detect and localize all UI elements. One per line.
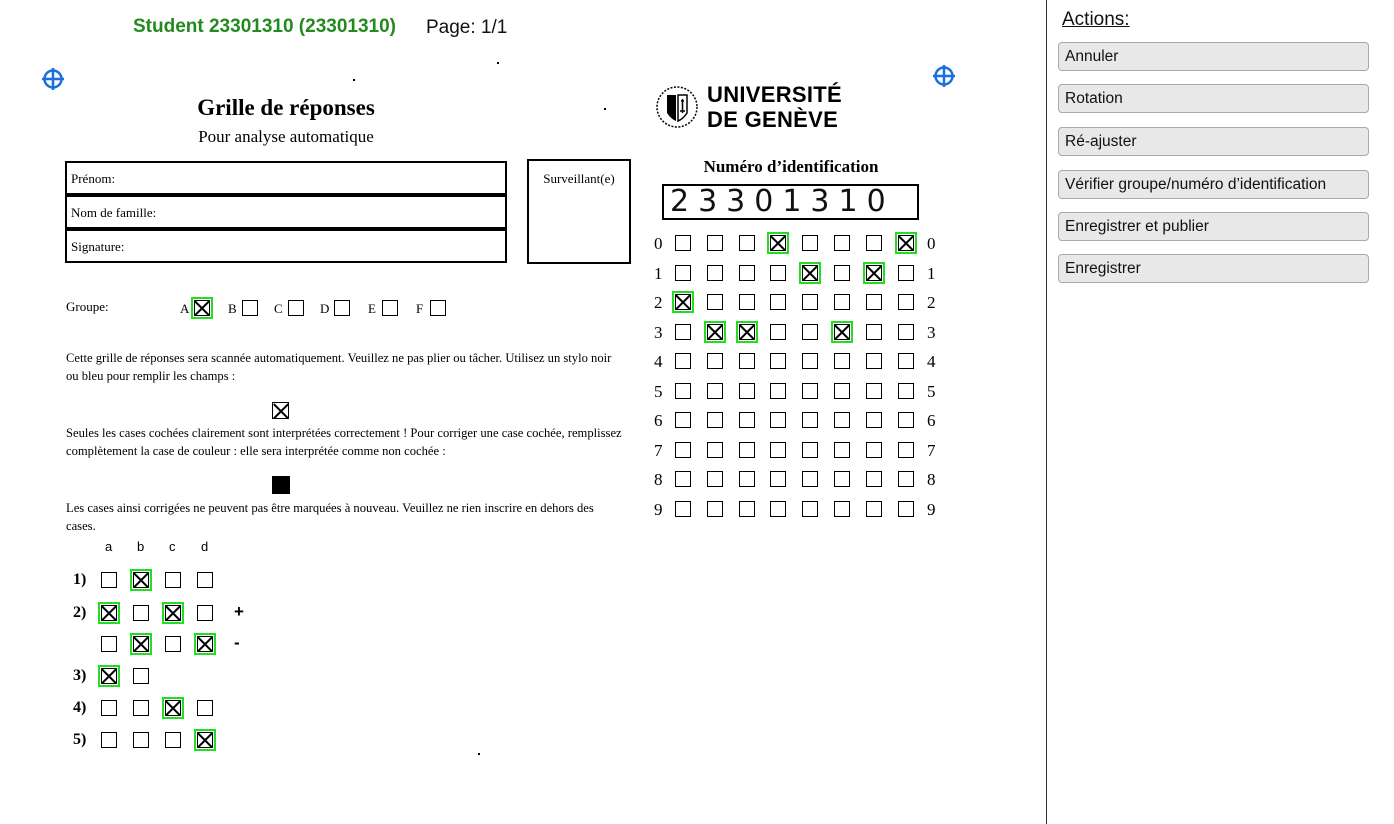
question-number: 5): [73, 731, 87, 748]
detection-highlight: [98, 665, 120, 687]
checkbox[interactable]: [707, 471, 723, 487]
groupe-option-label: C: [274, 301, 283, 316]
answer-sign: -: [234, 633, 240, 652]
id-digit-label: 9: [654, 499, 663, 519]
instructions-paragraph-2: Seules les cases cochées clairement sont interprétées correctement ! Pour corriger une case cochée, remplissez complètement la case de couleur : elle sera interprétée comme non cochée :: [66, 426, 622, 458]
detection-highlight: [672, 291, 694, 313]
answer-column-header: a: [105, 539, 113, 554]
verifier-groupe-button[interactable]: Vérifier groupe/numéro d’identification: [1058, 170, 1369, 199]
id-digit-label: 6: [654, 411, 663, 430]
prenom-label: Prénom:: [71, 171, 116, 186]
checkbox[interactable]: [770, 412, 786, 428]
university-name-line1: UNIVERSITÉ: [707, 82, 843, 107]
id-digit-label: 9: [927, 499, 936, 519]
answer-column-header: c: [169, 539, 176, 554]
example-filled-box: [272, 476, 290, 494]
nom-field: [65, 195, 507, 229]
checkbox[interactable]: [707, 412, 723, 428]
checkbox[interactable]: [802, 442, 818, 458]
checkbox[interactable]: [802, 501, 818, 517]
question-number: 2): [73, 604, 87, 621]
checkbox[interactable]: [165, 636, 181, 652]
checkbox[interactable]: [675, 501, 691, 517]
enregistrer-publier-button[interactable]: Enregistrer et publier: [1058, 212, 1369, 241]
detection-highlight: [704, 321, 726, 343]
checkbox[interactable]: [675, 442, 691, 458]
checkbox[interactable]: [866, 235, 882, 251]
checkbox[interactable]: [334, 300, 350, 316]
checkbox[interactable]: [866, 383, 882, 399]
question-number: 3): [73, 667, 87, 684]
checkbox[interactable]: [739, 235, 755, 251]
checkbox[interactable]: [101, 572, 117, 588]
checkbox[interactable]: [675, 412, 691, 428]
scan-speck: [604, 108, 606, 110]
checkbox[interactable]: [739, 265, 755, 281]
detection-highlight: [162, 602, 184, 624]
checkbox[interactable]: [707, 501, 723, 517]
checkbox[interactable]: [101, 636, 117, 652]
checkbox[interactable]: [898, 383, 914, 399]
checkbox[interactable]: [430, 300, 446, 316]
checkbox[interactable]: [133, 700, 149, 716]
checkbox[interactable]: [101, 732, 117, 748]
checkbox[interactable]: [802, 294, 818, 310]
id-digit-label: 7: [927, 440, 936, 460]
checkbox[interactable]: [101, 700, 117, 716]
surveillant-label: Surveillant(e): [543, 171, 615, 186]
answer-sign: +: [234, 602, 244, 621]
checkbox[interactable]: [197, 572, 213, 588]
id-digit-label: 6: [927, 411, 936, 430]
checkbox[interactable]: [802, 412, 818, 428]
actions-title: Actions:: [1062, 9, 1130, 30]
answer-column-header: b: [137, 539, 145, 554]
checkbox[interactable]: [866, 353, 882, 369]
identification-title: Numéro d’identification: [703, 157, 879, 176]
groupe-option-label: A: [180, 301, 190, 316]
nom-label: Nom de famille:: [71, 205, 157, 220]
checkbox[interactable]: [898, 265, 914, 281]
student-label: Student 23301310 (23301310): [133, 16, 396, 37]
checkbox[interactable]: [707, 442, 723, 458]
detection-highlight: [194, 633, 216, 655]
checkbox[interactable]: [802, 235, 818, 251]
checkbox[interactable]: [834, 471, 850, 487]
question-number: 4): [73, 699, 87, 716]
checkbox[interactable]: [382, 300, 398, 316]
groupe-option-label: D: [320, 301, 330, 316]
checkbox[interactable]: [770, 442, 786, 458]
checkbox[interactable]: [739, 353, 755, 369]
checkbox[interactable]: [165, 572, 181, 588]
form-subtitle: Pour analyse automatique: [198, 127, 374, 146]
checkbox[interactable]: [197, 605, 213, 621]
checkbox[interactable]: [770, 501, 786, 517]
checkbox[interactable]: [675, 235, 691, 251]
identification-handwritten-number: 23301310: [670, 184, 895, 219]
checkbox[interactable]: [770, 471, 786, 487]
checkbox[interactable]: [675, 324, 691, 340]
id-digit-label: 5: [654, 381, 663, 401]
page-indicator: Page: 1/1: [426, 17, 508, 38]
checkbox[interactable]: [834, 265, 850, 281]
scan-speck: [478, 753, 480, 755]
groupe-option-label: B: [228, 301, 237, 316]
checkbox[interactable]: [739, 442, 755, 458]
checkbox[interactable]: [898, 442, 914, 458]
checkbox[interactable]: [707, 383, 723, 399]
checkbox[interactable]: [739, 471, 755, 487]
id-digit-label: 1: [654, 263, 663, 283]
checkbox[interactable]: [866, 501, 882, 517]
checkbox[interactable]: [802, 324, 818, 340]
checkbox[interactable]: [770, 383, 786, 399]
scan-speck: [353, 79, 355, 81]
checkbox[interactable]: [898, 471, 914, 487]
checkbox[interactable]: [675, 383, 691, 399]
id-digit-label: 2: [927, 293, 936, 312]
id-digit-label: 2: [654, 293, 663, 312]
registration-mark-icon: [933, 65, 955, 87]
checkbox[interactable]: [707, 265, 723, 281]
checkbox[interactable]: [675, 265, 691, 281]
checkbox[interactable]: [898, 353, 914, 369]
detection-highlight: [895, 232, 917, 254]
checkbox[interactable]: [739, 501, 755, 517]
university-logo: [707, 82, 842, 132]
checkbox[interactable]: [802, 353, 818, 369]
detection-highlight: [130, 633, 152, 655]
surveillant-box: [527, 159, 631, 264]
scan-speck: [497, 62, 499, 64]
enregistrer-button[interactable]: Enregistrer: [1058, 254, 1369, 283]
checkbox[interactable]: [866, 412, 882, 428]
checkbox[interactable]: [898, 324, 914, 340]
university-name-line2: DE GENÈVE: [707, 107, 839, 132]
checkbox[interactable]: [866, 324, 882, 340]
checkbox[interactable]: [739, 412, 755, 428]
checkbox[interactable]: [675, 471, 691, 487]
detection-highlight: [767, 232, 789, 254]
checkbox[interactable]: [834, 353, 850, 369]
checkbox[interactable]: [133, 668, 149, 684]
checkbox[interactable]: [242, 300, 258, 316]
checkbox[interactable]: [834, 383, 850, 399]
checkbox[interactable]: [133, 732, 149, 748]
checkbox[interactable]: [707, 353, 723, 369]
checkbox[interactable]: [834, 412, 850, 428]
annuler-button[interactable]: Annuler: [1058, 42, 1369, 71]
university-seal-icon: [655, 83, 700, 131]
detection-highlight: [98, 602, 120, 624]
checkbox[interactable]: [739, 383, 755, 399]
checkbox[interactable]: [898, 412, 914, 428]
checkbox[interactable]: [866, 294, 882, 310]
checkbox[interactable]: [834, 294, 850, 310]
checkbox[interactable]: [770, 324, 786, 340]
rotation-button[interactable]: Rotation: [1058, 84, 1369, 113]
id-digit-label: 8: [654, 470, 663, 489]
id-digit-label: 1: [927, 263, 936, 283]
groupe-option-label: E: [368, 301, 376, 316]
signature-field: [65, 229, 507, 263]
groupe-option-label: F: [416, 301, 424, 316]
checkbox[interactable]: [707, 294, 723, 310]
checkbox[interactable]: [739, 294, 755, 310]
groupe-label: Groupe:: [66, 299, 109, 314]
panel-divider: [1046, 0, 1047, 824]
checkbox[interactable]: [834, 235, 850, 251]
instructions-paragraph-1: Cette grille de réponses sera scannée automatiquement. Veuillez ne pas plier ou tâcher. Utilisez un stylo noir ou bleu pour remplir les champs :: [66, 351, 612, 383]
checkbox[interactable]: [770, 353, 786, 369]
registration-mark-icon: [42, 68, 64, 90]
checkbox[interactable]: [834, 442, 850, 458]
example-checked-box: [272, 402, 289, 419]
prenom-field: [65, 161, 507, 195]
checkbox[interactable]: [133, 605, 149, 621]
detection-highlight: [130, 569, 152, 591]
id-digit-label: 0: [654, 234, 663, 253]
reajuster-button[interactable]: Ré-ajuster: [1058, 127, 1369, 156]
checkbox[interactable]: [197, 700, 213, 716]
checkbox[interactable]: [770, 294, 786, 310]
instructions-paragraph-3: Les cases ainsi corrigées ne peuvent pas être marquées à nouveau. Veuillez ne rien inscrire en dehors des cases.: [66, 501, 594, 533]
detection-highlight: [736, 321, 758, 343]
id-digit-label: 0: [927, 234, 936, 253]
checkbox[interactable]: [898, 294, 914, 310]
signature-label: Signature:: [71, 239, 125, 254]
checkbox[interactable]: [866, 471, 882, 487]
id-digit-label: 8: [927, 470, 936, 489]
checkbox[interactable]: [802, 471, 818, 487]
checkbox[interactable]: [288, 300, 304, 316]
checkbox[interactable]: [834, 501, 850, 517]
checkbox[interactable]: [898, 501, 914, 517]
detection-highlight: [799, 262, 821, 284]
checkbox[interactable]: [866, 442, 882, 458]
id-digit-label: 7: [654, 440, 663, 460]
detection-highlight: [194, 729, 216, 751]
checkbox[interactable]: [770, 265, 786, 281]
checkbox[interactable]: [802, 383, 818, 399]
detection-highlight: [831, 321, 853, 343]
detection-highlight: [162, 697, 184, 719]
detection-highlight: [191, 297, 213, 319]
id-digit-label: 4: [927, 352, 936, 371]
id-digit-label: 5: [927, 381, 936, 401]
id-digit-label: 3: [927, 322, 936, 342]
checkbox[interactable]: [165, 732, 181, 748]
question-number: 1): [73, 571, 87, 588]
id-digit-label: 3: [654, 322, 663, 342]
checkbox[interactable]: [707, 235, 723, 251]
answer-column-header: d: [201, 539, 209, 554]
id-digit-label: 4: [654, 352, 663, 371]
form-title: Grille de réponses: [197, 95, 375, 120]
detection-highlight: [863, 262, 885, 284]
checkbox[interactable]: [675, 353, 691, 369]
